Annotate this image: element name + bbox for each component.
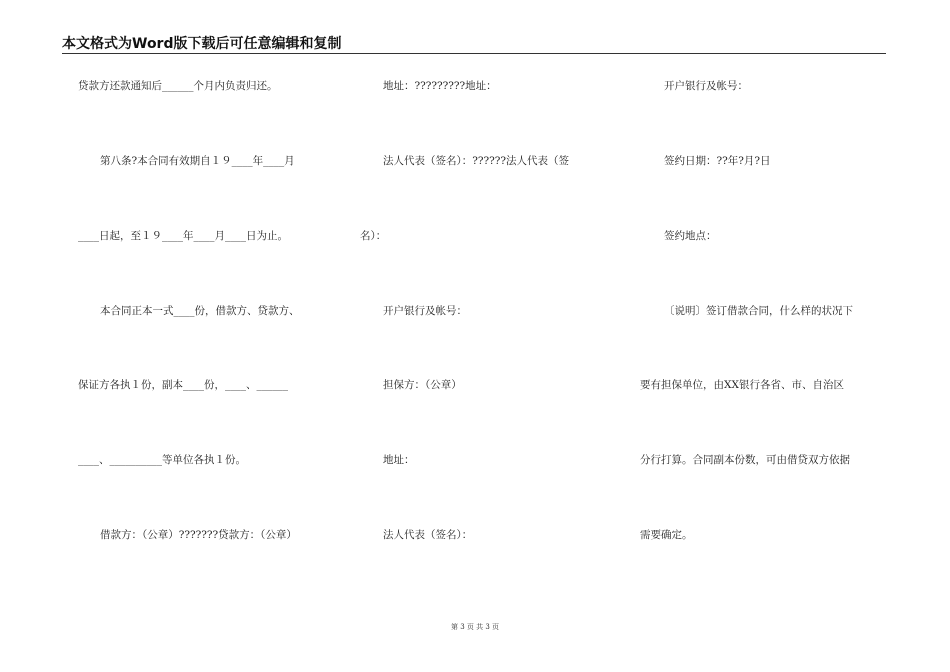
col3-line-6: 分行打算。合同副本份数，可由借贷双方依据 [640, 454, 850, 466]
col1-line-2: 第八条?本合同有效期自１９____年____月 [100, 155, 295, 167]
col1-line-3: ____日起，至１９____年____月____日为止。 [78, 230, 288, 242]
col2-line-2: 法人代表（签名）：??????法人代表（签 [383, 155, 570, 167]
col2-line-7: 法人代表（签名）： [383, 529, 473, 541]
col3-line-3: 签约地点： [664, 230, 717, 242]
col3-line-7: 需要确定。 [640, 529, 693, 541]
col1-line-5: 保证方各执１份，副本____份，____、______ [78, 379, 288, 391]
document-header: 本文格式为Word版下载后可任意编辑和复制 [62, 36, 342, 52]
col2-line-1: 地址：?????????地址： [383, 80, 497, 92]
col2-line-5: 担保方：（公章） [383, 379, 462, 391]
col2-line-3: 名）： [360, 230, 387, 242]
page-number: 第 3 页 共 3 页 [450, 623, 500, 631]
col3-line-5: 要有担保单位，由XX银行各省、市、自治区 [640, 379, 844, 391]
col1-line-7: 借款方：（公章）???????贷款方：（公章） [100, 529, 297, 541]
col1-line-6: ____、__________等单位各执１份。 [78, 454, 246, 466]
col3-line-1: 开户银行及帐号： [664, 80, 748, 92]
col1-line-1: 贷款方还款通知后______个月内负责归还。 [78, 80, 278, 92]
col3-line-2: 签约日期：??年?月?日 [664, 155, 771, 167]
col2-line-4: 开户银行及帐号： [383, 305, 467, 317]
col1-line-4: 本合同正本一式____份，借款方、贷款方、 [100, 305, 300, 317]
header-rule [62, 53, 886, 54]
col3-line-4: 〔说明〕签订借款合同，什么样的状况下 [664, 305, 853, 317]
col2-line-6: 地址： [383, 454, 415, 466]
